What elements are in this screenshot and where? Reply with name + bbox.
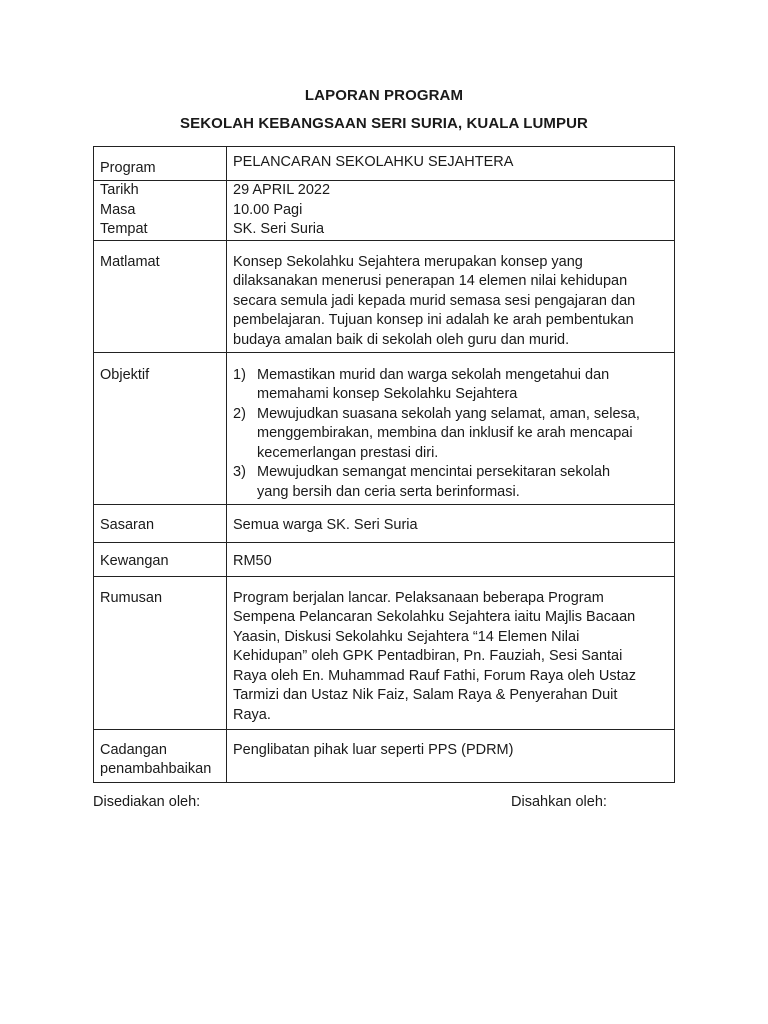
objective-number: 2) [233,405,246,422]
school-name: SEKOLAH KEBANGSAAN SERI SURIA, KUALA LUMPUR [180,115,588,132]
objective-item [233,366,668,405]
row-cadangan [94,729,675,782]
matlamat-line: Konsep Sekolahku Sejahtera merupakan konsep yang [233,253,583,270]
cadangan-label-line: penambahbaikan [100,761,212,777]
value-tarikh: 29 APRIL 2022 [233,182,331,198]
rumusan-line: Sempena Pelancaran Sekolahku Sejahtera iaitu Majlis Bacaan [233,609,636,625]
label-kewangan: Kewangan [94,542,227,576]
rumusan-line: Program berjalan lancar. Pelaksanaan beberapa Program [233,589,604,606]
objective-line: yang bersih dan ceria serta berinformasi. [257,483,520,500]
objective-line: Memastikan murid dan warga sekolah mengetahui dan [257,366,610,383]
label-details [94,181,227,241]
objective-line: kecemerlangan prestasi diri. [257,444,439,461]
value-objektif [227,352,675,504]
rumusan-line: Raya. [233,706,271,723]
row-details [94,181,675,241]
objective-line: Mewujudkan semangat mencintai persekitaran sekolah [257,464,611,480]
objective-number: 1) [233,366,246,383]
label-matlamat: Matlamat [94,240,227,352]
objective-item [233,463,668,502]
label-tempat: Tempat [100,221,148,237]
label-cadangan [94,729,227,782]
objective-list [233,366,668,503]
label-objektif: Objektif [94,352,227,504]
row-objektif [94,352,675,504]
report-table [93,146,675,783]
rumusan-line: Yaasin, Diskusi Sekolahku Sejahtera “14 Elemen Nilai [233,628,580,645]
objective-line: memahami konsep Sekolahku Sejahtera [257,386,518,402]
row-program [94,147,675,181]
value-matlamat [227,240,675,352]
label-tarikh: Tarikh [100,182,139,198]
rumusan-line: Tarmizi dan Ustaz Nik Faiz, Salam Raya & Penyerahan Duit [233,687,618,703]
approved-by-label: Disahkan oleh: [511,794,607,810]
label-masa: Masa [100,201,136,218]
row-matlamat [94,240,675,352]
matlamat-line: dilaksanakan menerusi penerapan 14 elemen nilai kehidupan [233,273,628,289]
value-sasaran: Semua warga SK. Seri Suria [227,504,675,542]
matlamat-line: budaya amalan baik di sekolah oleh guru dan murid. [233,331,570,348]
matlamat-line: pembelajaran. Tujuan konsep ini adalah ke arah pembentukan [233,312,634,328]
value-tempat: SK. Seri Suria [233,221,325,237]
label-program: Program [94,147,227,181]
row-rumusan [94,576,675,729]
value-masa: 10.00 Pagi [233,201,303,218]
value-kewangan: RM50 [227,542,675,576]
label-sasaran: Sasaran [94,504,227,542]
rumusan-line: Raya oleh En. Muhammad Rauf Fathi, Forum Raya oleh Ustaz [233,667,636,684]
matlamat-line: secara semula jadi kepada murid semasa sesi pengajaran dan [233,292,636,309]
row-sasaran [94,504,675,542]
rumusan-line: Kehidupan” oleh GPK Pentadbiran, Pn. Fauziah, Sesi Santai [233,648,623,664]
prepared-by-label: Disediakan oleh: [93,794,201,810]
value-program: PELANCARAN SEKOLAHKU SEJAHTERA [227,147,675,181]
label-rumusan: Rumusan [94,576,227,729]
objective-line: menggembirakan, membina dan inklusif ke arah mencapai [257,425,633,441]
objective-number: 3) [233,464,246,480]
value-details [227,181,675,241]
row-kewangan [94,542,675,576]
report-title: LAPORAN PROGRAM [304,87,464,104]
objective-item [233,405,668,464]
value-cadangan: Penglibatan pihak luar seperti PPS (PDRM) [227,729,675,782]
value-rumusan [227,576,675,729]
objective-line: Mewujudkan suasana sekolah yang selamat, aman, selesa, [257,405,640,422]
cadangan-label-line: Cadangan [100,741,167,758]
